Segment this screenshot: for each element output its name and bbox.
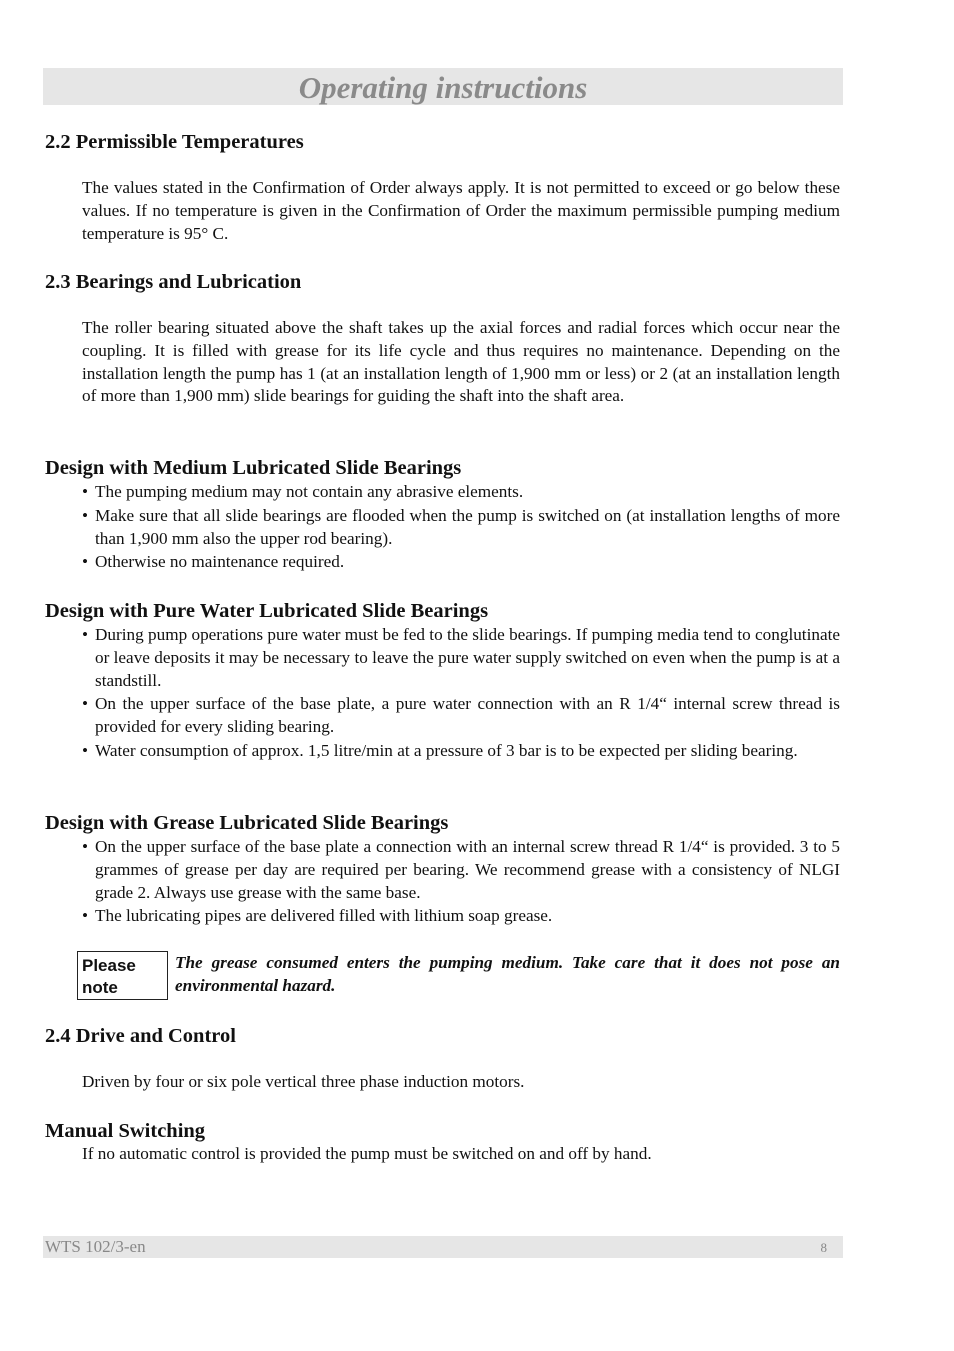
subheading-manual-switching: Manual Switching: [45, 1120, 206, 1142]
list-item: [82, 481, 840, 504]
bullet: •: [82, 482, 89, 501]
document-id: WTS 102/3-en: [45, 1237, 146, 1256]
list-item: [82, 505, 840, 551]
list-item-text: During pump operations pure water must be fed to the slide bearings. If pumping media tend to conglutinate or leave deposits it may be necessary to leave the pure water supply switched on even when the pump is at a standstill.: [95, 625, 840, 690]
subheading-medium-lubricated: Design with Medium Lubricated Slide Bearings: [45, 457, 462, 479]
list-grease-lubricated: [82, 836, 840, 929]
bullet: •: [82, 625, 89, 644]
paragraph-bearings: The roller bearing situated above the shaft takes up the axial forces and radial forces which occur near the coupling. It is filled with grease for its life cycle and thus requires no maintenance. Depending on the installation length the pump has 1 (at an installation length of 1,900 mm or less) or 2 (at an installation length of more than 1,900 mm) slide bearings for guiding the shaft into the shaft area.: [82, 318, 840, 406]
please-note-box: [77, 951, 168, 1000]
list-item-text: The pumping medium may not contain any abrasive elements.: [95, 482, 524, 501]
list-medium-lubricated: [82, 481, 840, 575]
bullet: •: [82, 837, 89, 856]
page-title: Operating instructions: [298, 70, 588, 105]
list-item-text: Otherwise no maintenance required.: [95, 552, 345, 572]
section-heading-bearings: 2.3 Bearings and Lubrication: [45, 271, 302, 293]
list-item: [82, 836, 840, 904]
list-item: [82, 693, 840, 739]
subheading-water-lubricated: Design with Pure Water Lubricated Slide Bearings: [45, 600, 489, 622]
paragraph-drive: Driven by four or six pole vertical three phase induction motors.: [82, 1072, 525, 1091]
section-heading-temperatures: 2.2 Permissible Temperatures: [45, 131, 304, 153]
bullet: •: [82, 740, 89, 760]
list-item-text: On the upper surface of the base plate, a pure water connection with an R 1/4“ internal screw thread is provided for every sliding bearing.: [95, 694, 840, 737]
paragraph-temperatures: The values stated in the Confirmation of Order always apply. It is not permitted to exceed or go below these values. If no temperature is given in the Confirmation of Order the maximum permissible pumping medium temperature is 95° C.: [82, 178, 840, 243]
subheading-grease-lubricated: Design with Grease Lubricated Slide Bearings: [45, 812, 449, 834]
list-item: [82, 905, 840, 928]
bullet: •: [82, 552, 89, 572]
paragraph-manual-switching: If no automatic control is provided the pump must be switched on and off by hand.: [82, 1144, 652, 1163]
list-item: [82, 551, 840, 574]
bullet: •: [82, 906, 89, 926]
page-footer: [43, 1236, 843, 1258]
list-item: [82, 624, 840, 692]
list-item-text: Water consumption of approx. 1,5 litre/min at a pressure of 3 bar is to be expected per sliding bearing.: [95, 740, 798, 760]
please-note-text: The grease consumed enters the pumping medium. Take care that it does not pose an environmental hazard.: [175, 953, 840, 995]
bullet: •: [82, 505, 89, 525]
please-note-label-line2: note: [82, 978, 118, 997]
list-water-lubricated: [82, 624, 840, 764]
please-note-label-line1: Please: [82, 956, 136, 975]
list-item-text: The lubricating pipes are delivered filled with lithium soap grease.: [95, 906, 553, 926]
section-heading-drive: 2.4 Drive and Control: [45, 1025, 236, 1047]
bullet: •: [82, 694, 89, 714]
list-item: [82, 740, 840, 763]
page-number: 8: [820, 1240, 827, 1255]
list-item-text: Make sure that all slide bearings are flooded when the pump is switched on (at installation lengths of more than 1,900 mm also the upper rod bearing).: [95, 505, 840, 548]
list-item-text: On the upper surface of the base plate a connection with an internal screw thread R 1/4“ is provided. 3 to 5 grammes of grease per day are required per bearing. We recommend grease with a consistency of NLGI grade 2. Always use grease with the same base.: [95, 837, 840, 902]
page-header: [43, 68, 843, 105]
